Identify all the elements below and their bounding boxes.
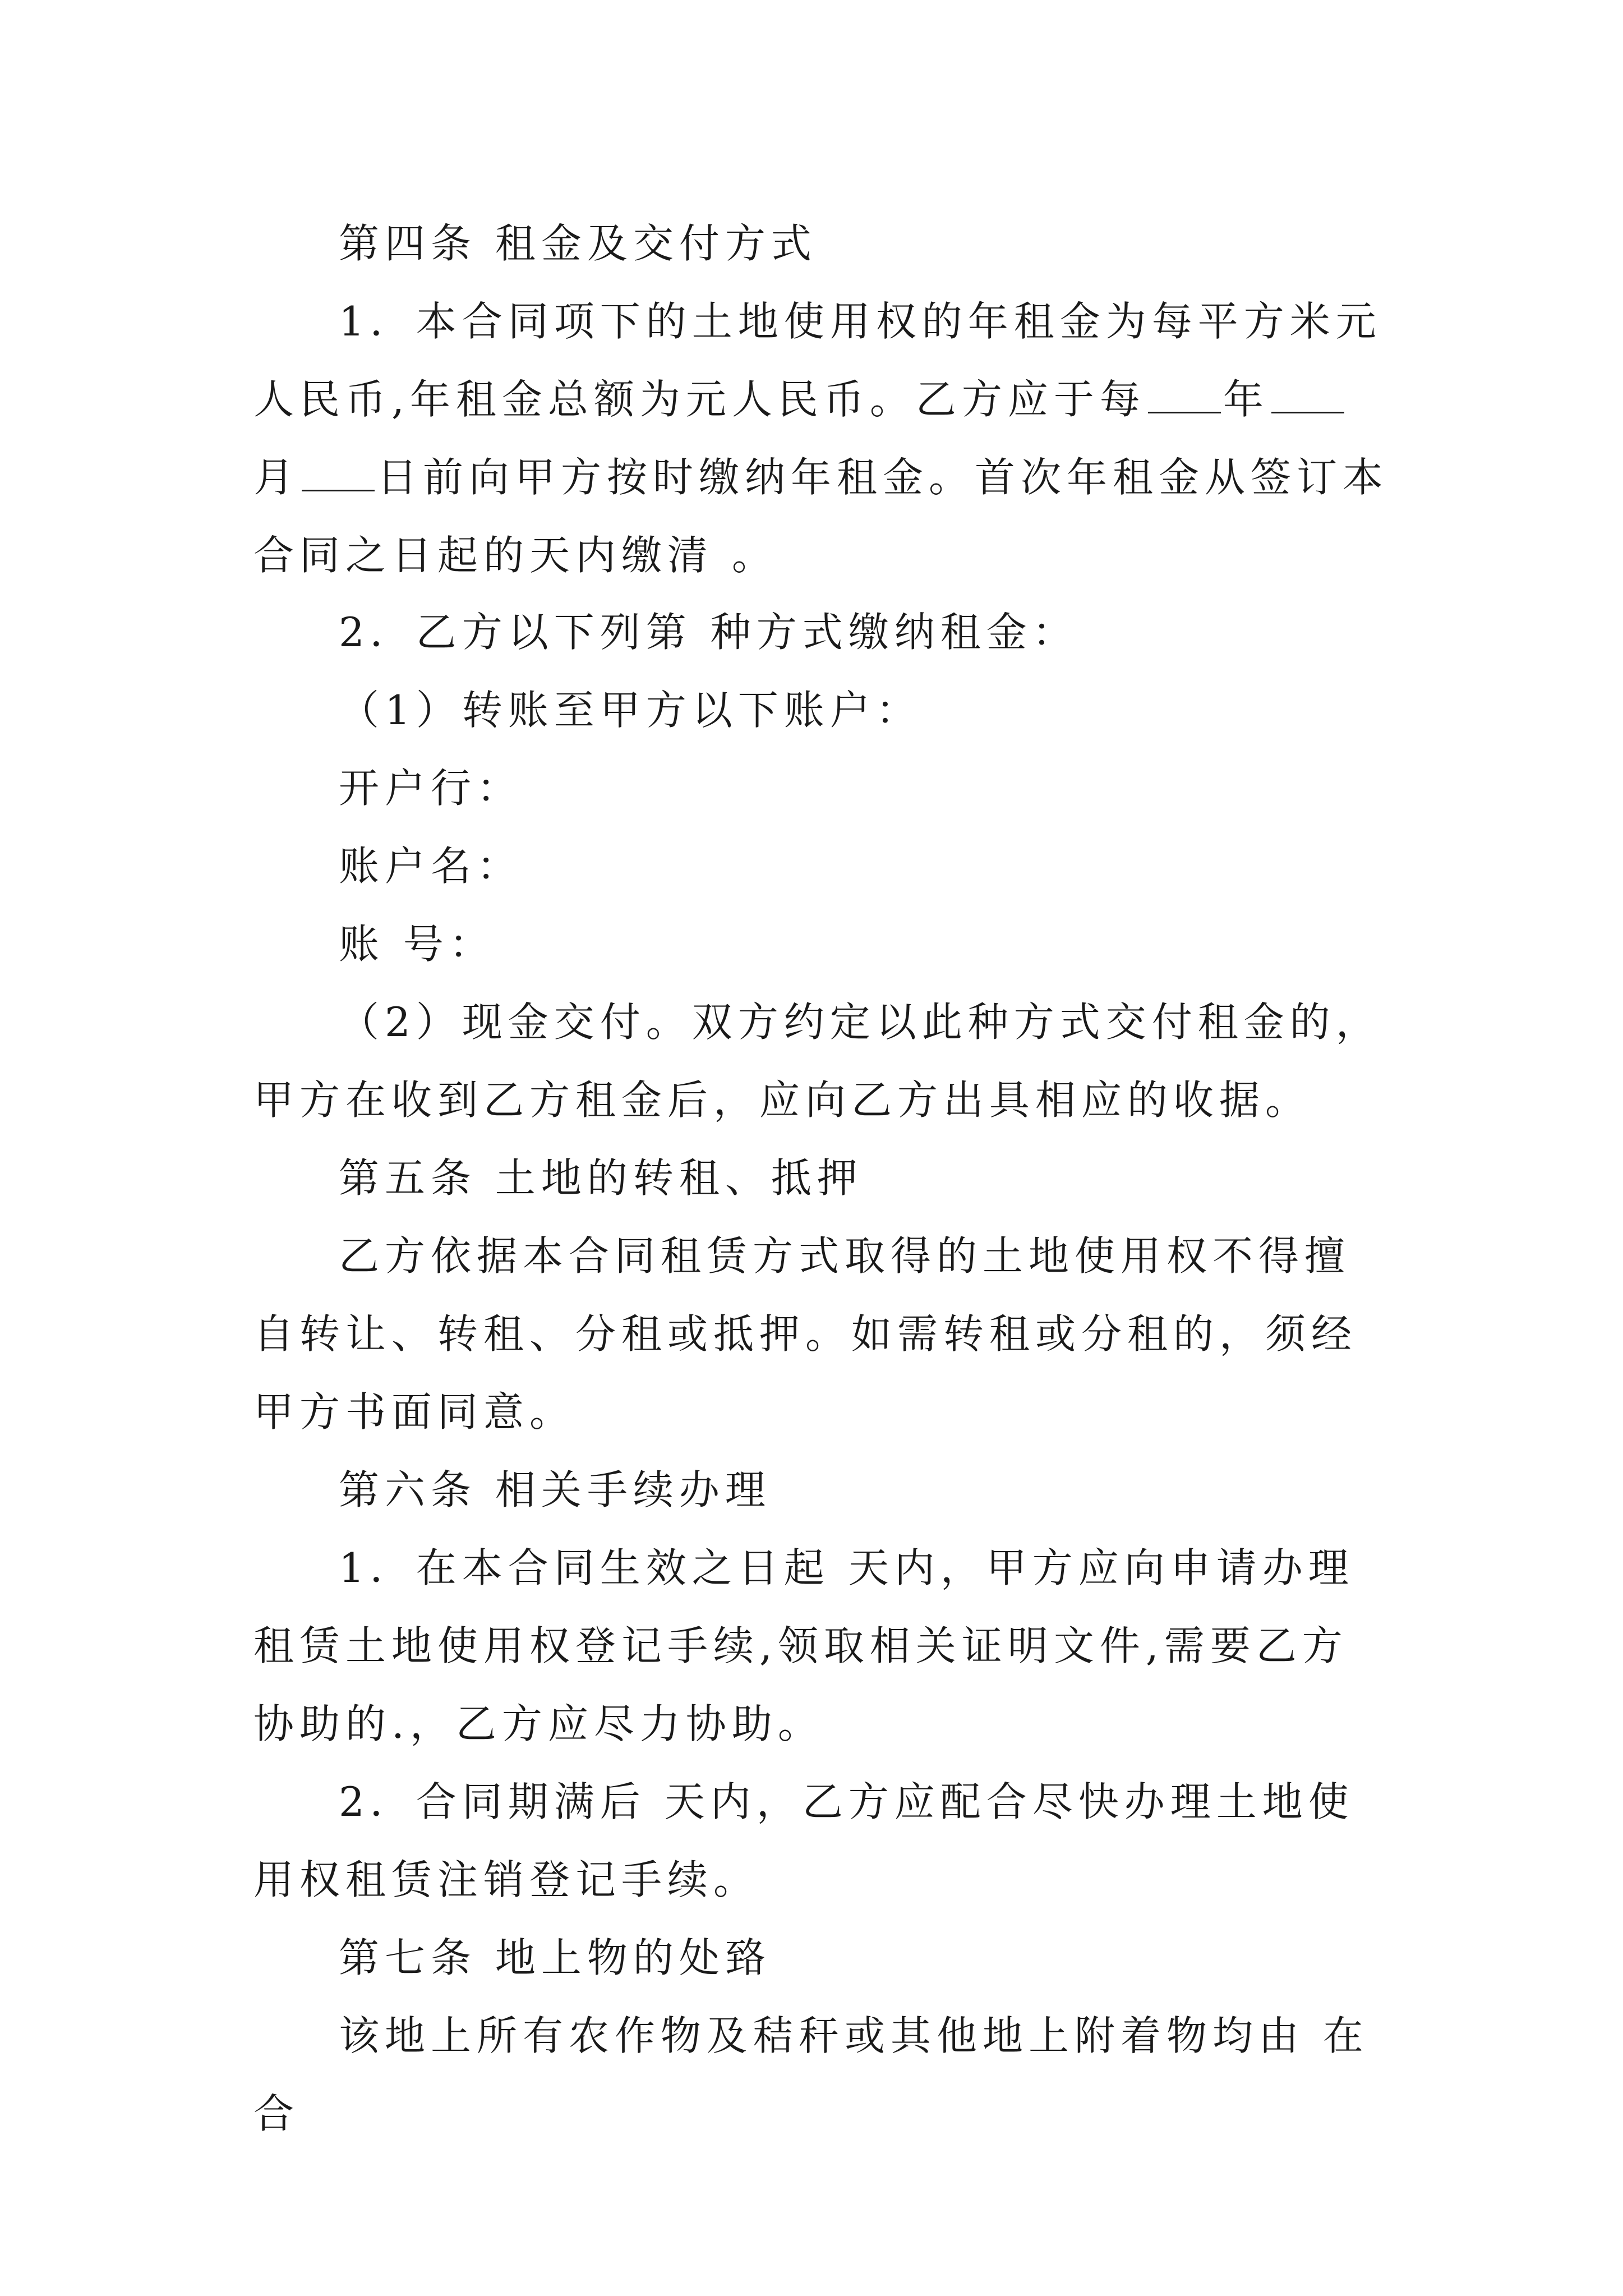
account-name-label: 账户名： <box>339 843 523 890</box>
bank-label: 开户行： <box>339 765 523 812</box>
account-number-label: 账 号： <box>339 921 495 968</box>
year-blank <box>1148 378 1221 413</box>
day-blank <box>302 456 375 491</box>
article-7-title: 第七条 地上物的处臵 <box>339 1934 771 1981</box>
article-6-clause-1: 1．在本合同生效之日起 天内，甲方应向申请办理租赁土地使用权登记手续,领取相关证明文件,需要乙方协助的.，乙方应尽力协助。 <box>253 1544 1354 1747</box>
article-4-clause-1-text-a: 1．本合同项下的土地使用权的年租金为每平方米元人民币,年租金总额为元人民币。乙方应于每 <box>253 298 1382 423</box>
month-blank <box>1271 378 1344 413</box>
article-5-paragraph: 乙方依据本合同租赁方式取得的土地使用权不得擅自转让、转租、分租或抵押。如需转租或分租的，须经甲方书面同意。 <box>253 1232 1358 1435</box>
article-6-clause-2: 2．合同期满后 天内，乙方应配合尽快办理土地使用权租赁注销登记手续。 <box>253 1778 1354 1903</box>
article-7-paragraph: 该地上所有农作物及秸秆或其他地上附着物均由 在合 <box>253 2012 1369 2137</box>
article-4-option-2: （2）现金交付。双方约定以此种方式交付租金的，甲方在收到乙方租金后，应向乙方出具相应的收据。 <box>253 999 1382 1124</box>
article-5-title: 第五条 土地的转租、抵押 <box>339 1154 863 1202</box>
article-4-title: 第四条 租金及交付方式 <box>339 220 817 267</box>
article-4-clause-1 <box>253 283 1392 595</box>
year-label: 年 <box>1223 376 1269 423</box>
month-label: 月 <box>253 454 300 501</box>
article-6-title: 第六条 相关手续办理 <box>339 1466 771 1513</box>
article-4-option-1: （1）转账至甲方以下账户： <box>339 687 922 734</box>
article-4-clause-2: 2．乙方以下列第 种方式缴纳租金： <box>339 609 1078 656</box>
article-4-clause-1-text-b: 日前向甲方按时缴纳年租金。首次年租金从签订本合同之日起的天内缴清 。 <box>253 454 1389 579</box>
